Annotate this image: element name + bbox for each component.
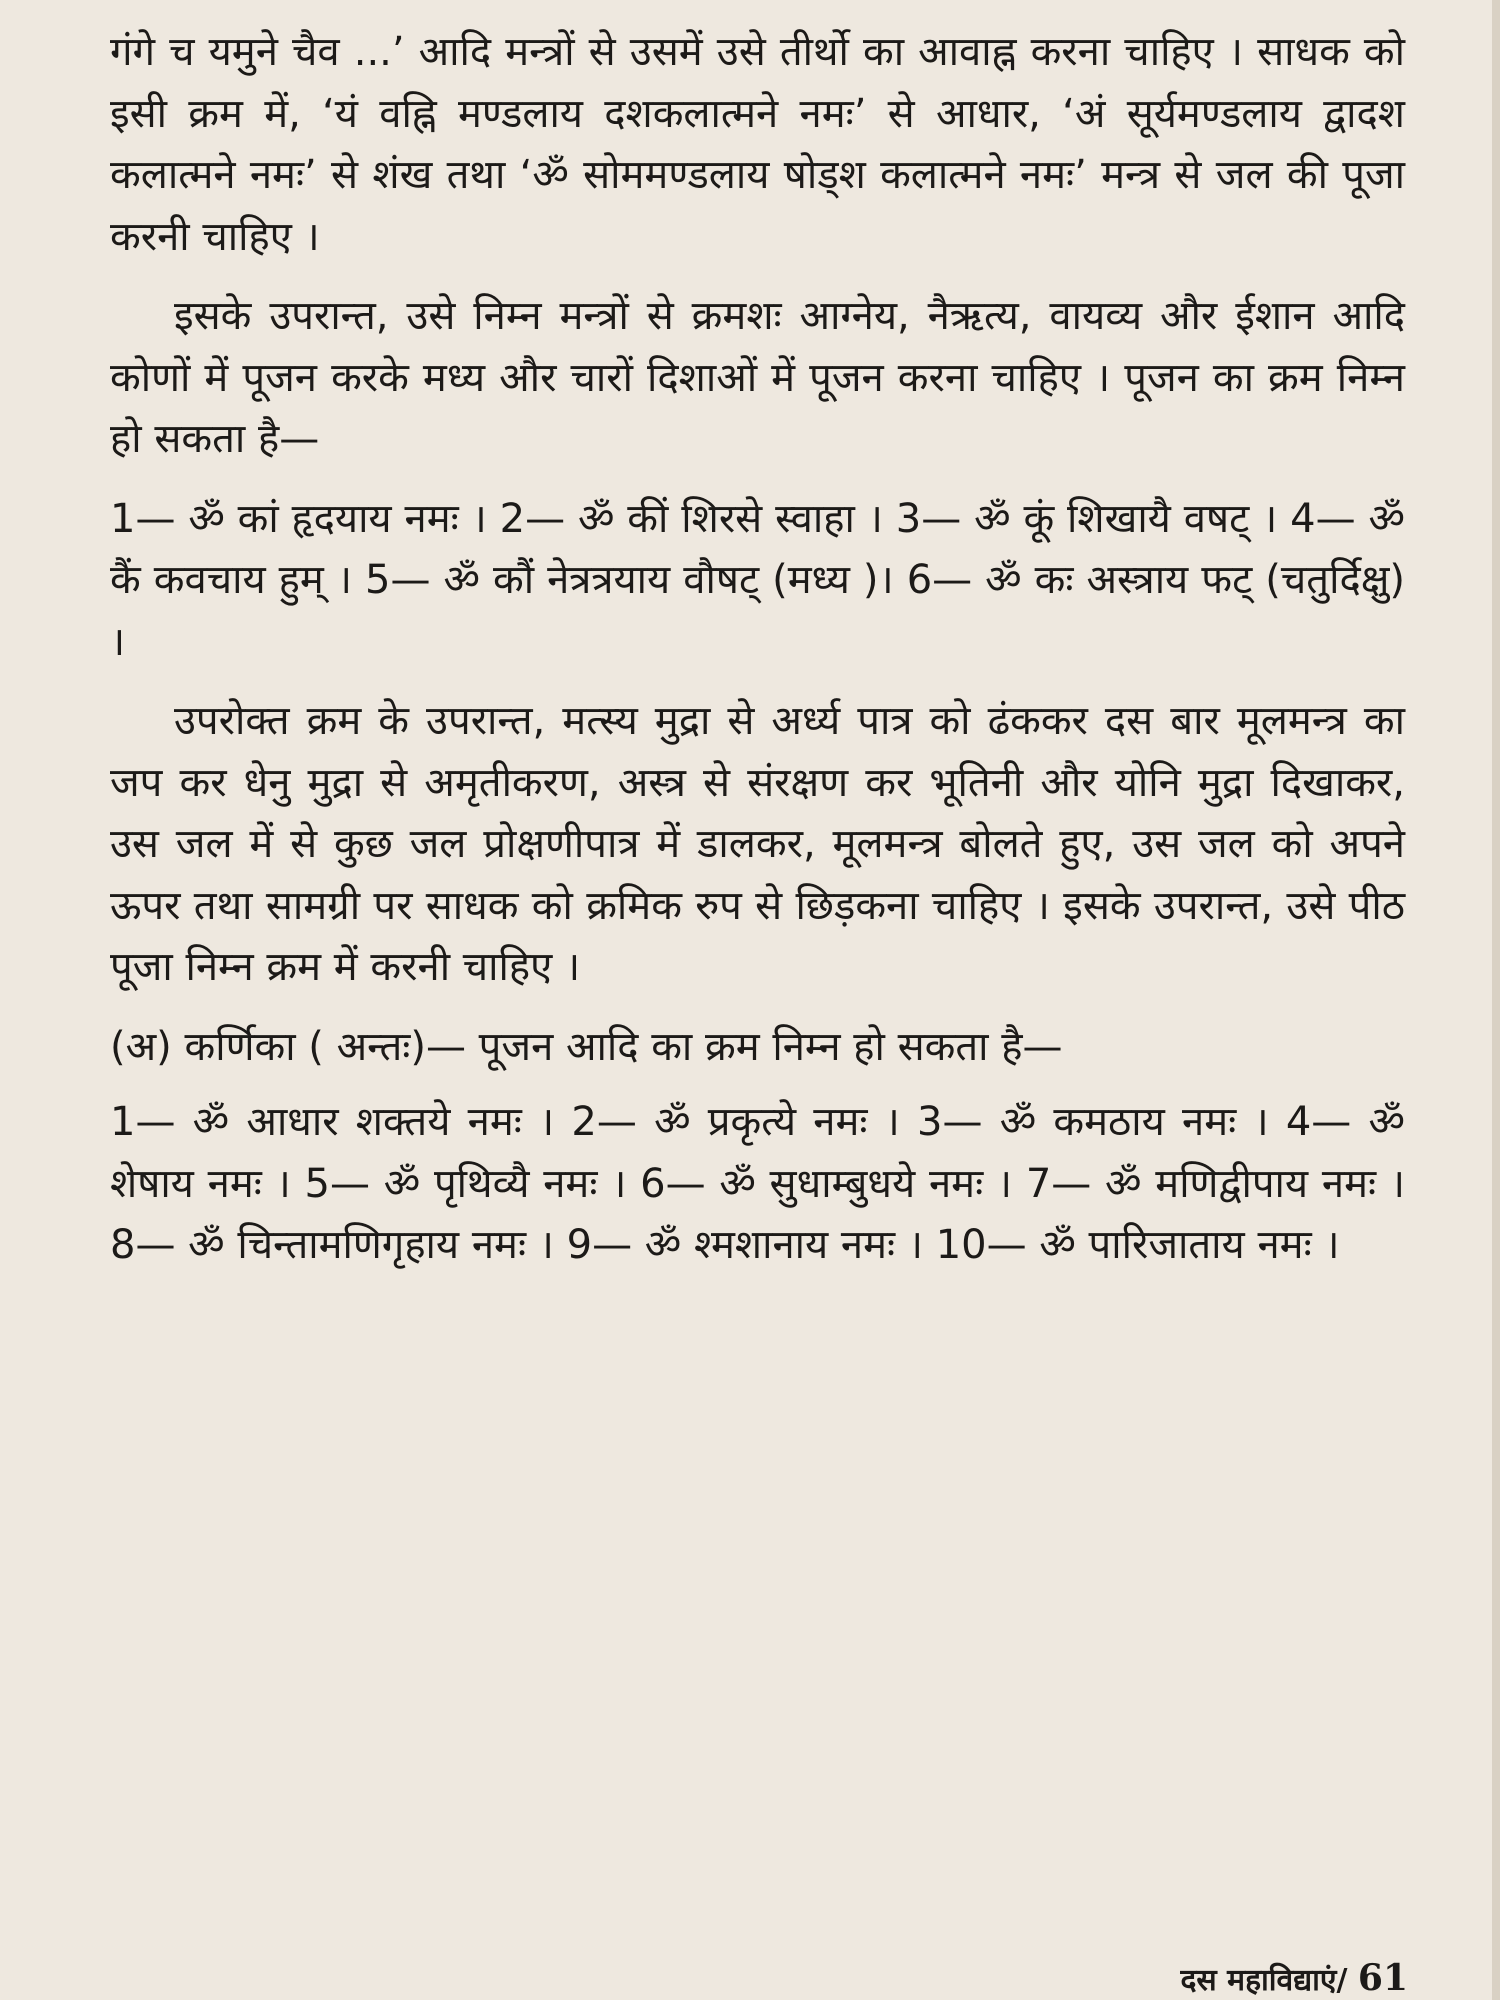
paragraph-1: गंगे च यमुने चैव ...’ आदि मन्त्रों से उसमें उसे तीर्थो का आवाह्न करना चाहिए । साधक को इसी क्रम में, ‘यं वह्नि मण्डलाय दशकलात्मने नमः’ से आधार, ‘अं सूर्यमण्डलाय द्वादश कलात्मने नमः’ से शंख तथा ‘ॐ सोममण्डलाय षोड्श कलात्मने नमः’ मन्त्र से जल की पूजा करनी चाहिए । xyxy=(110,29,1405,260)
running-title: दस महाविद्याएं/ xyxy=(1180,1963,1348,1998)
paragraph-3: उपरोक्त क्रम के उपरान्त, मत्स्य मुद्रा से अर्ध्य पात्र को ढंककर दस बार मूलमन्त्र का जप कर धेनु मुद्रा से अमृतीकरण, अस्त्र से संरक्षण कर भूतिनी और योनि मुद्रा दिखाकर, उस जल में से कुछ जल प्रोक्षणीपात्र में डालकर, मूलमन्त्र बोलते हुए, उस जल को अपने ऊपर तथा सामग्री पर साधक को क्रमिक रुप से छिड़कना चाहिए । इसके उपरान्त, उसे पीठ पूजा निम्न क्रम में करनी चाहिए । xyxy=(110,698,1405,990)
page-edge-divider xyxy=(1492,0,1500,2000)
paragraph-2: इसके उपरान्त, उसे निम्न मन्त्रों से क्रमशः आग्नेय, नैऋत्य, वायव्य और ईशान आदि कोणों में पूजन करके मध्य और चारों दिशाओं में पूजन करना चाहिए । पूजन का क्रम निम्न हो सकता है— xyxy=(110,293,1405,462)
section-heading-karnika: (अ) कर्णिका ( अन्तः)— पूजन आदि का क्रम निम्न हो सकता है— xyxy=(110,1023,1063,1070)
page-number: 61 xyxy=(1357,1957,1408,1999)
mantra-list-1: 1— ॐ कां हृदयाय नमः । 2— ॐ कीं शिरसे स्वाहा । 3— ॐ कूं शिखायै वषट् । 4— ॐ कैं कवचाय हुम् । 5— ॐ कौं नेत्रत्रयाय वौषट् (मध्य )। 6— ॐ कः अस्त्राय फट् (चतुर्दिक्षु) । xyxy=(110,495,1405,665)
page-body xyxy=(110,22,1405,1295)
page-footer xyxy=(1180,1957,1408,1999)
mantra-list-2: 1— ॐ आधार शक्तये नमः । 2— ॐ प्रकृत्ये नमः । 3— ॐ कमठाय नमः । 4— ॐ शेषाय नमः । 5— ॐ पृथिव्यै नमः । 6— ॐ सुधाम्बुधये नमः । 7— ॐ मणिद्वीपाय नमः । 8— ॐ चिन्तामणिगृहाय नमः । 9— ॐ श्मशानाय नमः । 10— ॐ पारिजाताय नमः । xyxy=(110,1099,1405,1268)
